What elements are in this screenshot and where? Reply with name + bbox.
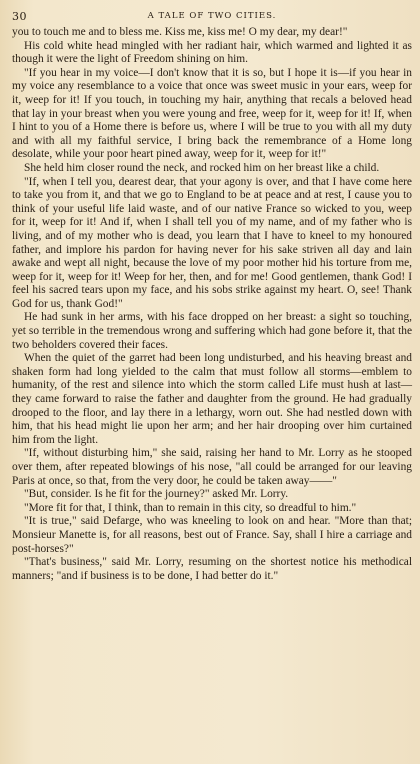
page-number: 30 [12, 10, 27, 23]
paragraph: "That's business," said Mr. Lorry, resuming on the shortest notice his methodical manners; "and if business is to be done, I had better do it." [12, 556, 412, 582]
paragraph: "If, when I tell you, dearest dear, that your agony is over, and that I have come here to take you from it, and that we go to England to be at peace and at rest, I cause you to think of your useful life laid waste, and of our native France so wicked to you, weep for it, weep for it! And if, when I shall tell you of my name, and of my father who is living, and of my mother who is dead, you learn that I have to kneel to my honoured father, and implore his pardon for having never for his sake striven all day and lain awake and wept all night, because the love of my poor mother hid his torture from me, weep for it, weep for it! Weep for her, then, and for me! Good gentlemen, thank God! I feel his sacred tears upon my face, and his sobs strike against my heart. O, see! Thank God for us, thank God!" [12, 175, 412, 310]
paragraph: "More fit for that, I think, than to remain in this city, so dreadful to him." [24, 501, 357, 514]
page-header [12, 8, 412, 26]
paragraph: "If, without disturbing him," she said, raising her hand to Mr. Lorry as he stooped over them, after repeated blowings of his nose, "all could be arranged for our leaving Paris at once, so that, from the very door, he could be taken away——" [12, 447, 412, 487]
paragraph: "If you hear in my voice—I don't know that it is so, but I hope it is—if you hear in my voice any resemblance to a voice that once was sweet music in your ears, weep for it, weep for it! If you touch, in touching my hair, anything that recals a beloved head that lay in your breast when you were young and free, weep for it, weep for it! If, when I hint to you of a Home there is before us, where I will be true to you with all my duty and with all my faithful service, I bring back the remembrance of a Home long desolate, while your poor heart pined away, weep for it, weep for it!" [12, 66, 412, 161]
paragraph: She held him closer round the neck, and rocked him on her breast like a child. [24, 161, 380, 174]
paragraph: "It is true," said Defarge, who was kneeling to look on and hear. "More than that; Monsieur Manette is, for all reasons, best out of France. Say, shall I hire a carriage and post-horses?" [12, 515, 412, 555]
running-title: A TALE OF TWO CITIES. [147, 11, 277, 21]
paragraph: He had sunk in her arms, with his face dropped on her breast: a sight so touching, yet so terrible in the tremendous wrong and suffering which had gone before it, that the two beholders covered their faces. [12, 311, 412, 351]
paragraph: When the quiet of the garret had been long undisturbed, and his heaving breast and shaken form had long yielded to the calm that must follow all storms—emblem to humanity, of the rest and silence into which the storm called Life must hush at last—they came forward to raise the father and daughter from the ground. He had gradually drooped to the floor, and lay there in a lethargy, worn out. She had nestled down with him, that his head might lie upon her arm; and her hair drooping over him curtained him from the light. [12, 352, 412, 446]
body-text [12, 26, 412, 583]
paragraph: "But, consider. Is he fit for the journey?" asked Mr. Lorry. [24, 488, 289, 501]
paragraph: His cold white head mingled with her radiant hair, which warmed and lighted it as though it were the light of Freedom shining on him. [12, 39, 412, 66]
paragraph: you to touch me and to bless me. Kiss me, kiss me! O my dear, my dear!" [12, 26, 348, 38]
